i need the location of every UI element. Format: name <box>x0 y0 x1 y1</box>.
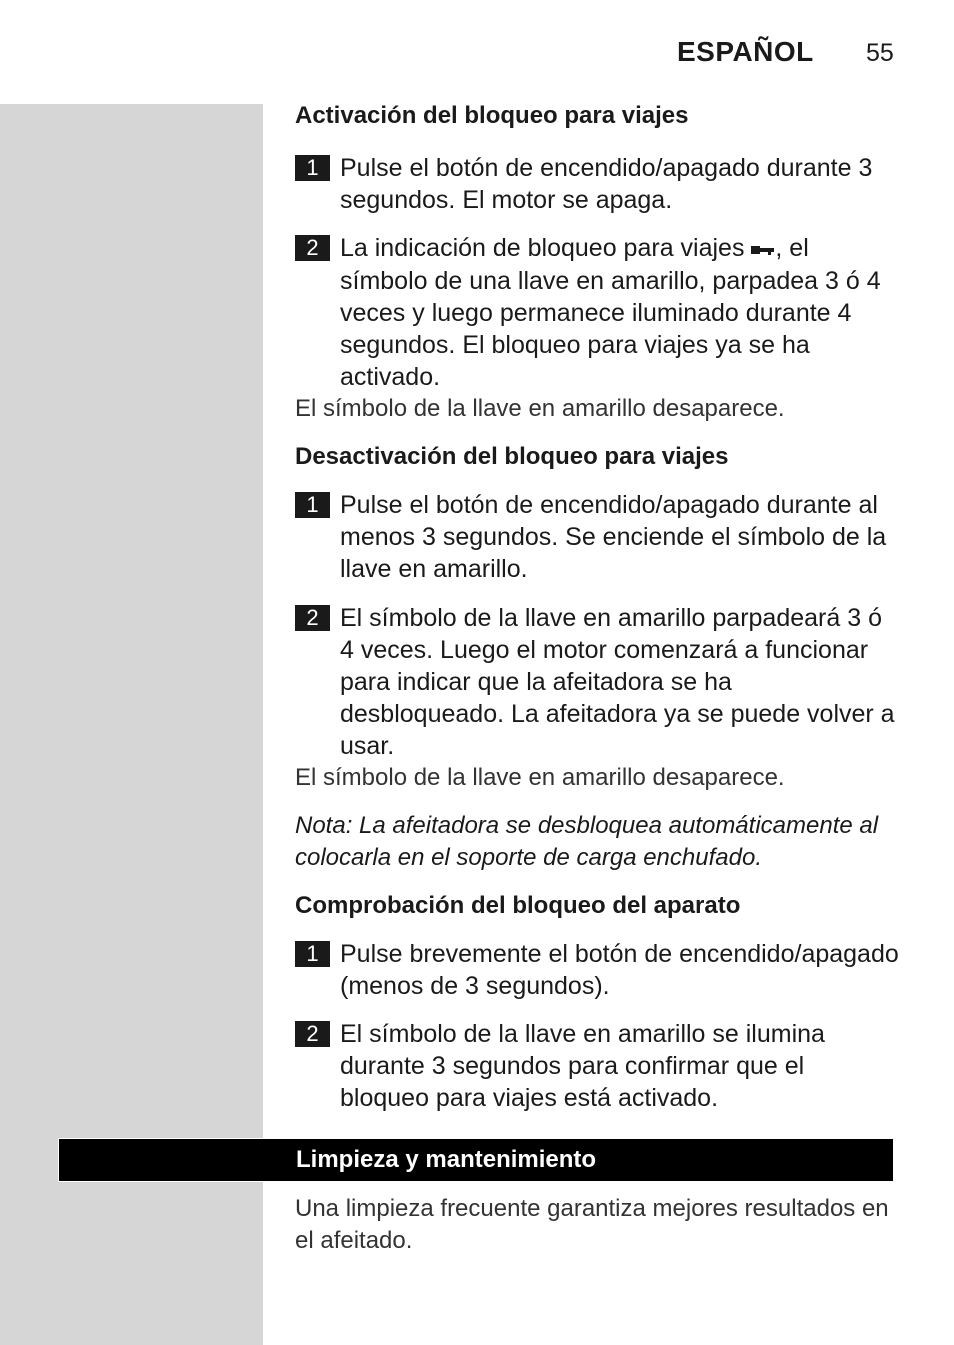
key-icon <box>751 233 775 265</box>
step-number: 2 <box>295 235 330 261</box>
step-item <box>295 938 900 1002</box>
step-text-after-icon: , el símbolo de una llave en amarillo, parpadea 3 ó 4 veces y luego permanece iluminado durante 4 segundos. El bloqueo para viajes ya se ha activado. <box>340 234 881 392</box>
step-item <box>295 602 900 762</box>
note-text: Nota: La afeitadora se desbloquea automáticamente al colocarla en el soporte de carga enchufado. <box>295 812 879 872</box>
result-text: El símbolo de la llave en amarillo desaparece. <box>295 764 785 792</box>
step-text: El símbolo de la llave en amarillo parpadeará 3 ó 4 veces. Luego el motor comenzará a funcionar para indicar que la afeitadora se ha desbloqueado. La afeitadora ya se puede volver a usar. <box>340 604 895 761</box>
step-text-before-icon: La indicación de bloqueo para viajes <box>340 234 752 262</box>
section-title-check: Comprobación del bloqueo del aparato <box>295 892 741 920</box>
page-number: 55 <box>866 39 894 67</box>
step-text: El símbolo de la llave en amarillo se ilumina durante 3 segundos para confirmar que el bloqueo para viajes está activado. <box>340 1020 825 1113</box>
main-content <box>295 100 900 1114</box>
section-banner <box>58 1138 894 1182</box>
step-number: 2 <box>295 605 330 631</box>
section-title-deactivation: Desactivación del bloqueo para viajes <box>295 443 729 471</box>
result-text: El símbolo de la llave en amarillo desaparece. <box>295 395 785 423</box>
language-heading: ESPAÑOL <box>677 36 814 67</box>
step-number: 1 <box>295 941 330 967</box>
step-text: Pulse el botón de encendido/apagado durante 3 segundos. El motor se apaga. <box>340 154 873 214</box>
step-item <box>295 1018 900 1114</box>
section-title-activation: Activación del bloqueo para viajes <box>295 102 689 129</box>
step-text: Pulse el botón de encendido/apagado durante al menos 3 segundos. Se enciende el símbolo de la llave en amarillo. <box>340 491 887 584</box>
step-item <box>295 232 900 393</box>
step-item <box>295 489 900 585</box>
intro-text: Una limpieza frecuente garantiza mejores resultados en el afeitado. <box>295 1195 889 1254</box>
step-number: 1 <box>295 155 330 181</box>
step-text: Pulse brevemente el botón de encendido/apagado (menos de 3 segundos). <box>340 940 899 1001</box>
step-number: 1 <box>295 492 330 518</box>
step-item <box>295 152 900 216</box>
step-number: 2 <box>295 1021 330 1047</box>
banner-title: Limpieza y mantenimiento <box>296 1146 597 1173</box>
